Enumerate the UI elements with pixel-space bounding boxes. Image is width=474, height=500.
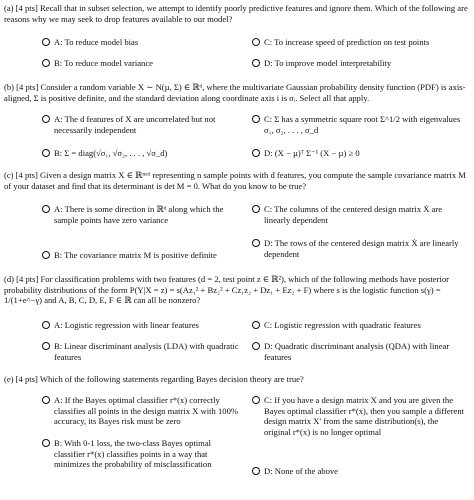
radio-circle-icon[interactable] bbox=[252, 396, 260, 404]
question-e bbox=[4, 374, 470, 385]
radio-circle-icon[interactable] bbox=[42, 321, 50, 329]
question-d bbox=[4, 274, 470, 306]
question-c-option-d[interactable]: D: The rows of the centered design matrix Ẋ are linearly dependent bbox=[252, 238, 467, 259]
radio-circle-icon[interactable] bbox=[42, 115, 50, 123]
radio-circle-icon[interactable] bbox=[252, 38, 260, 46]
radio-circle-icon[interactable] bbox=[42, 342, 50, 350]
question-b-option-d[interactable]: D: (X − µ)ᵀ Σ⁻¹ (X − µ) ≥ 0 bbox=[252, 148, 467, 159]
radio-circle-icon[interactable] bbox=[42, 205, 50, 213]
question-b-stem: (b) [4 pts] Consider a random variable X ∼ N(µ, Σ) ∈ ℝᵈ, where the multivariate Gaussian probability density function (PDF) is axis-aligned, Σ is positive definite, and the standard deviation along coordinate axis i is σᵢ. Select all that apply. bbox=[4, 82, 466, 103]
radio-circle-icon[interactable] bbox=[252, 205, 260, 213]
radio-circle-icon[interactable] bbox=[42, 396, 50, 404]
radio-circle-icon[interactable] bbox=[252, 321, 260, 329]
question-d-option-b[interactable]: B: Linear discriminant analysis (LDA) with quadratic features bbox=[42, 341, 242, 362]
question-d-option-a[interactable]: A: Logistic regression with linear features bbox=[42, 320, 242, 331]
question-b-option-c[interactable]: C: Σ has a symmetric square root Σ^1/2 with eigenvalues σ₁, σ₂, . . . , σ_d bbox=[252, 114, 467, 135]
question-d-option-c[interactable]: C: Logistic regression with quadratic features bbox=[252, 320, 467, 331]
radio-circle-icon[interactable] bbox=[42, 439, 50, 447]
question-e-stem: (e) [4 pts] Which of the following statements regarding Bayes decision theory are true? bbox=[4, 374, 304, 384]
question-c bbox=[4, 170, 470, 191]
question-d-stem: (d) [4 pts] For classification problems with two features (d = 2, test point z ∈ ℝ²), which of the following methods have posterior probability distributions of the form P(Y|X = z) = s(Az₁² + Bz₂² + Cz₁z₂ + Dz₁ + Ez₂ + F) where s is the logistic function s(γ) = 1/(1+e^−γ) and A, B, C, D, E, F ∈ ℝ can all be nonzero? bbox=[4, 274, 450, 306]
radio-circle-icon[interactable] bbox=[42, 149, 50, 157]
radio-circle-icon[interactable] bbox=[252, 342, 260, 350]
question-a-option-b[interactable]: B: To reduce model variance bbox=[42, 58, 242, 69]
question-b bbox=[4, 82, 470, 103]
radio-circle-icon[interactable] bbox=[252, 115, 260, 123]
question-a-option-d[interactable]: D: To improve model interpretability bbox=[252, 58, 467, 69]
question-e-option-d[interactable]: D: None of the above bbox=[252, 466, 467, 477]
question-a-option-c[interactable]: C: To increase speed of prediction on test points bbox=[252, 37, 467, 48]
question-a-option-a[interactable]: A: To reduce model bias bbox=[42, 37, 242, 48]
question-c-option-a[interactable]: A: There is some direction in ℝᵈ along which the sample points have zero variance bbox=[42, 204, 242, 225]
question-b-option-a[interactable]: A: The d features of X are uncorrelated but not necessarily independent bbox=[42, 114, 242, 135]
radio-circle-icon[interactable] bbox=[252, 59, 260, 67]
question-a-stem: (a) [4 pts] Recall that in subset selection, we attempt to identify poorly predictive features and ignore them. Which of the following are reasons why we may seek to drop features available to our model? bbox=[4, 3, 468, 24]
question-a bbox=[4, 3, 470, 24]
question-e-option-c[interactable]: C: If you have a design matrix X and you are given the Bayes optimal classifier r*(x), then you sample a different design matrix X′ from the same distribution(s), the original r*(x) is no longer optimal bbox=[252, 395, 467, 438]
question-b-option-b[interactable]: B: Σ = diag(√σ₁, √σ₂, . . . , √σ_d) bbox=[42, 148, 242, 159]
question-c-option-b[interactable]: B: The covariance matrix M is positive definite bbox=[42, 250, 242, 261]
question-e-option-a[interactable]: A: If the Bayes optimal classifier r*(x) correctly classifies all points in the design matrix X with 100% accuracy, its Bayes risk must be zero bbox=[42, 395, 242, 427]
question-e-option-b[interactable]: B: With 0-1 loss, the two-class Bayes optimal classifier r*(x) classifies points in a way that minimizes the probability of misclassification bbox=[42, 438, 242, 470]
radio-circle-icon[interactable] bbox=[42, 38, 50, 46]
radio-circle-icon[interactable] bbox=[42, 251, 50, 259]
radio-circle-icon[interactable] bbox=[42, 59, 50, 67]
question-c-option-c[interactable]: C: The columns of the centered design matrix Ẋ are linearly dependent bbox=[252, 204, 467, 225]
radio-circle-icon[interactable] bbox=[252, 467, 260, 475]
radio-circle-icon[interactable] bbox=[252, 149, 260, 157]
question-c-stem: (c) [4 pts] Given a design matrix X ∈ ℝⁿˣᵈ representing n sample points with d features, you compute the sample covariance matrix M of your dataset and find that its determinant is det M = 0. What do you know to be true? bbox=[4, 170, 466, 191]
question-d-option-d[interactable]: D: Quadratic discriminant analysis (QDA) with linear features bbox=[252, 341, 467, 362]
radio-circle-icon[interactable] bbox=[252, 239, 260, 247]
